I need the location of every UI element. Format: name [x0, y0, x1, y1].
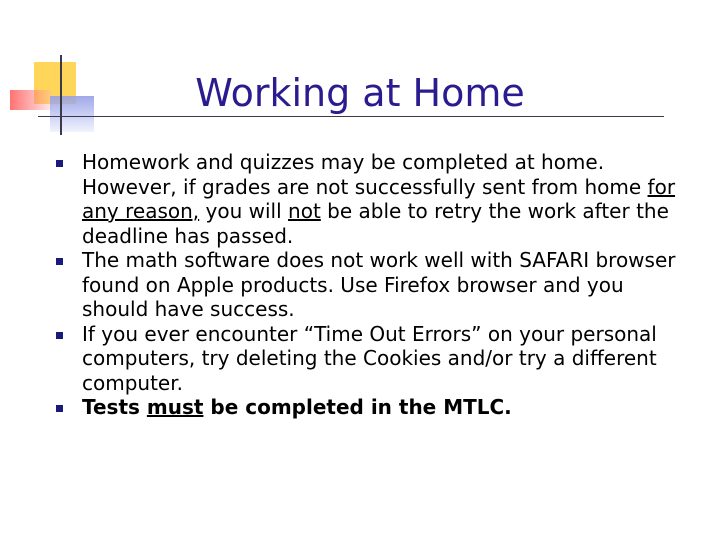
bullet-list: [56, 150, 676, 420]
bullet-text-1a: Homework and quizzes may be completed at home. However, if grades are not successfully sent from home: [82, 150, 648, 199]
decor-red-bar: [10, 90, 52, 110]
bullet-item-2: [56, 248, 676, 322]
slide-title: Working at Home: [195, 71, 525, 115]
bullet-text-4c: be completed in the MTLC.: [203, 395, 512, 419]
bullet-text-1d: not: [288, 199, 321, 223]
bullet-text-2: The math software does not work well with SAFARI browser found on Apple products. Use Firefox browser and you should have success.: [82, 248, 676, 321]
bullet-text-1e: be able to retry the work after the deadline has passed.: [82, 199, 669, 248]
decor-vertical-line: [60, 55, 62, 135]
bullet-item-1: [56, 150, 676, 248]
decor-blue-square: [50, 96, 94, 132]
square-bullet-icon: [56, 160, 63, 167]
square-bullet-icon: [56, 405, 63, 412]
square-bullet-icon: [56, 258, 63, 265]
bullet-text-1c: you will: [199, 199, 289, 223]
bullet-item-4: [56, 395, 676, 420]
bullet-text-3: If you ever encounter “Time Out Errors” on your personal computers, try deleting the Cookies and/or try a different computer.: [82, 321, 657, 395]
bullet-text-1b: for any reason,: [82, 174, 676, 223]
bullet-text-4b: must: [146, 395, 204, 419]
bullet-text-4a: Tests: [82, 395, 147, 419]
square-bullet-icon: [56, 332, 63, 339]
bullet-item-3: [56, 322, 676, 396]
